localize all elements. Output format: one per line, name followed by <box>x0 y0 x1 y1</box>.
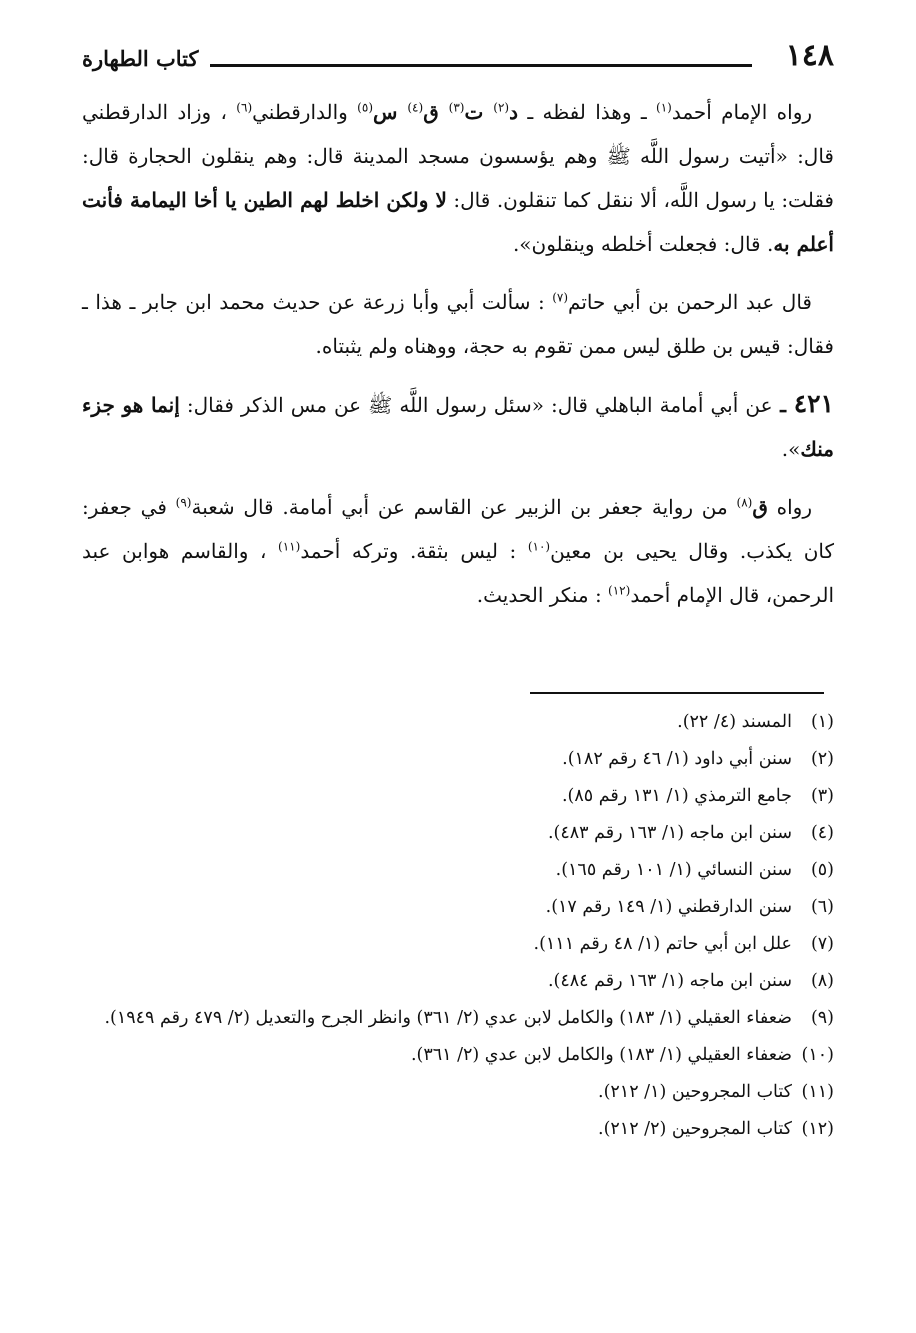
footnote-text: علل ابن أبي حاتم (١/ ٤٨ رقم ١١١). <box>533 934 792 954</box>
footnote-item <box>82 852 834 889</box>
footnote-item <box>82 926 834 963</box>
footnote-text: جامع الترمذي (١/ ١٣١ رقم ٨٥). <box>561 786 792 806</box>
footnote-item <box>82 1000 834 1037</box>
footnote-ref: (٢) <box>493 100 510 115</box>
hadith-dash: ـ <box>772 393 794 417</box>
text-span: من رواية جعفر بن الزبير عن القاسم عن أبي أمامة. قال شعبة <box>191 495 737 519</box>
footnote-item <box>82 704 834 741</box>
footnote-ref: (١) <box>656 100 672 115</box>
footnote-ref: (٦) <box>236 100 253 115</box>
prophetic-saying: لا ولكن اخلط لهم الطين يا أخا اليمامة فأنت أعلم به <box>82 188 834 256</box>
footnote-number: (١٢) <box>801 1119 834 1139</box>
footnote-item <box>82 963 834 1000</box>
footnote-item <box>82 778 834 815</box>
text-span: : سألت أبي وأبا زرعة عن حديث محمد ابن جابر ـ هذا ـ فقال: قيس بن طلق ليس ممن تقوم به حجة، ووهناه ولم يثبتاه. <box>82 290 834 358</box>
page-number: ١٤٨ <box>785 38 834 73</box>
footnote-ref: (٨) <box>736 495 753 510</box>
footnote-number: (٣) <box>810 786 834 806</box>
text-span: رواه <box>767 495 812 519</box>
text-span: : منكر الحديث. <box>476 583 609 607</box>
footnote-number: (٥) <box>810 860 834 880</box>
footnote-text: سنن الدارقطني (١/ ١٤٩ رقم ١٧). <box>545 897 792 917</box>
footnote-ref: (٧) <box>552 290 569 305</box>
footnote-ref: (٩) <box>175 495 192 510</box>
hadith-number: ٤٢١ <box>793 389 834 418</box>
footnote-text: سنن ابن ماجه (١/ ١٦٣ رقم ٤٨٣). <box>547 823 792 843</box>
footnote-number: (٦) <box>810 897 834 917</box>
footnote-ref: (١١) <box>278 539 301 554</box>
footnote-item <box>82 1074 834 1111</box>
footnote-number: (٩) <box>810 1008 834 1028</box>
text-span: والدارقطني <box>252 100 358 124</box>
text-span: في جعفر: كان يكذب. وقال يحيى بن معين <box>82 495 835 563</box>
footnote-item <box>82 1037 834 1074</box>
footnote-number: (٢) <box>810 749 834 769</box>
footnote-text: سنن ابن ماجه (١/ ١٦٣ رقم ٤٨٤). <box>547 971 792 991</box>
prophetic-saying: إنما هو جزء منك <box>82 393 834 461</box>
source-symbol: ق <box>752 495 768 519</box>
footnote-number: (١) <box>810 712 834 732</box>
text-span: قال عبد الرحمن بن أبي حاتم <box>568 290 812 314</box>
footnote-item <box>82 741 834 778</box>
footnote-text: سنن النسائي (١/ ١٠١ رقم ١٦٥). <box>555 860 792 880</box>
footnote-text: ضعفاء العقيلي (١/ ١٨٣) والكامل لابن عدي (٢/ ٣٦١). <box>410 1045 792 1065</box>
footnote-number: (١١) <box>801 1082 834 1102</box>
footnote-ref: (١٢) <box>608 583 631 598</box>
paragraph-sources <box>82 90 834 266</box>
footnote-number: (٧) <box>810 934 834 954</box>
footnote-number: (٤) <box>810 823 834 843</box>
text-span: ». <box>781 437 801 461</box>
footnote-text: كتاب المجروحين (١/ ٢١٢). <box>598 1082 792 1102</box>
source-symbol: ق <box>423 100 449 124</box>
text-span: . قال: فجعلت أخلطه وينقلون». <box>512 232 774 256</box>
footnote-text: كتاب المجروحين (٢/ ٢١٢). <box>598 1119 792 1139</box>
text-span: رواه الإمام أحمد <box>671 100 813 124</box>
hadith-entry <box>82 382 834 471</box>
source-symbol: ت <box>464 100 494 124</box>
text-span: ـ وهذا لفظه ـ <box>518 100 657 124</box>
header-rule <box>210 64 752 67</box>
footnote-ref: (٤) <box>407 100 424 115</box>
running-title: كتاب الطهارة <box>82 46 199 71</box>
footnotes <box>82 704 834 1148</box>
footnote-separator <box>530 692 824 694</box>
text-span: ، وزاد الدارقطني قال: «أتيت رسول اللَّه ﷺ وهم يؤسسون مسجد المدينة قال: وهم ينقلون الحجارة قال: فقلت: يا رسول اللَّه، ألا ننقل كما تنقلون. قال: <box>82 100 834 212</box>
footnote-number: (١٠) <box>801 1045 834 1065</box>
footnote-text: المسند (٤/ ٢٢). <box>677 712 792 732</box>
footnote-text: سنن أبي داود (١/ ٤٦ رقم ١٨٢). <box>562 749 792 769</box>
footnote-ref: (١٠) <box>527 539 551 554</box>
source-symbol: س <box>373 100 408 124</box>
source-symbol: د <box>509 100 518 124</box>
footnote-number: (٨) <box>810 971 834 991</box>
main-text <box>82 90 834 631</box>
footnote-ref: (٥) <box>357 100 373 115</box>
paragraph-ibn-abi-hatim <box>82 280 834 368</box>
paragraph-takhrij <box>82 485 834 617</box>
footnote-text: ضعفاء العقيلي (١/ ١٨٣) والكامل لابن عدي (٢/ ٣٦١) وانظر الجرح والتعديل (٢/ ٤٧٩ رقم ١٩٤٩). <box>104 1008 792 1028</box>
text-span: : ليس بثقة. وتركه أحمد <box>300 539 528 563</box>
text-span: عن أبي أمامة الباهلي قال: «سئل رسول اللَّه ﷺ عن مس الذكر فقال: <box>179 393 773 417</box>
footnote-item <box>82 1111 834 1148</box>
page-header <box>82 36 834 80</box>
footnote-ref: (٣) <box>448 100 465 115</box>
footnote-item <box>82 815 834 852</box>
footnote-item <box>82 889 834 926</box>
text-span: ، والقاسم هوابن عبد الرحمن، قال الإمام أحمد <box>82 539 834 607</box>
